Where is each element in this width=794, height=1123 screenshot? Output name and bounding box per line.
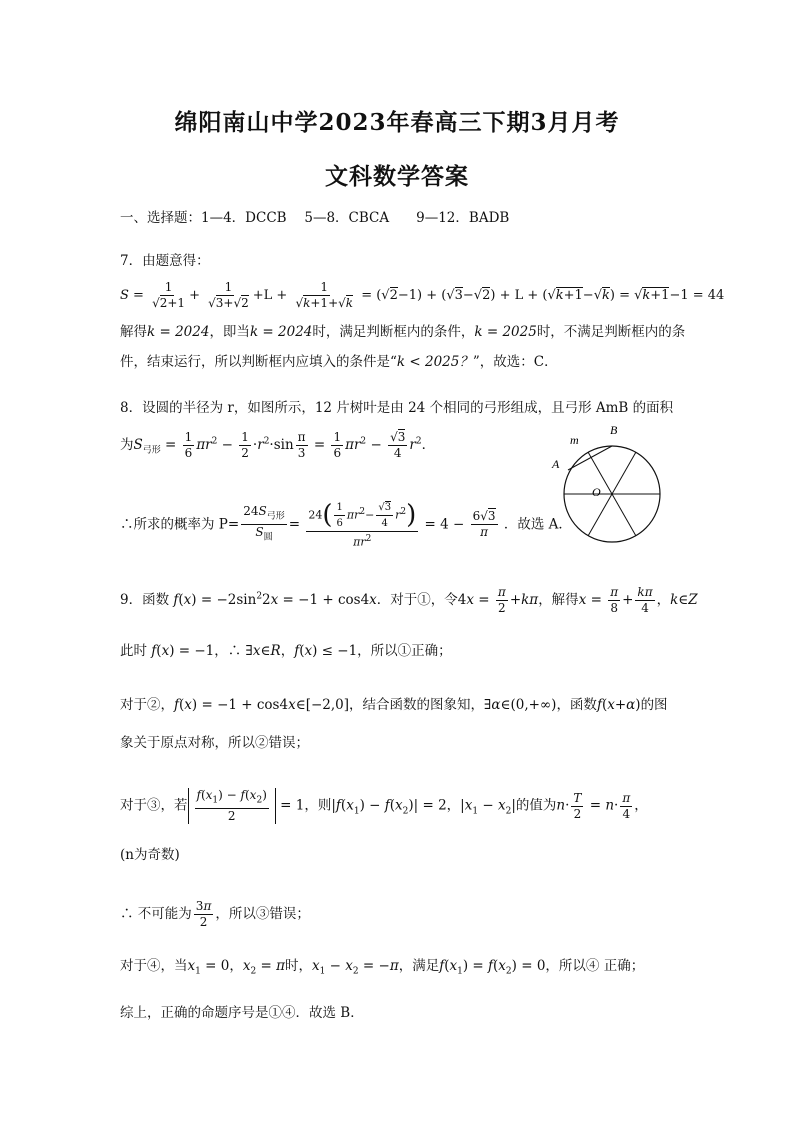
label-A: A	[552, 457, 560, 471]
label-O: O	[592, 485, 601, 499]
q7-solution-line: 解得k = 2024，即当k = 2024时，满足判断框内的条件，k = 2025时，不满足判断框内的条	[120, 324, 686, 340]
label-B: B	[610, 423, 618, 437]
q9-line5: 对于③，若 $\frac{f(x_1) - f(x_2)}{2}$ = 1，则$|f(x_1) - f(x_2)| = 2$，$|x_1 - x_2|$的值为n· $\frac{T}{2}$ = n· $\frac{\pi}{4}$ ，	[120, 788, 648, 824]
answer-key-line: 一、选择题：1—4．DCCB 5—8．CBCA 9—12．BADB	[120, 210, 510, 226]
q9-line7: ∴ 不可能为 $\frac{3\pi}{2}$ ，所以③错误；	[120, 899, 310, 929]
q9-line4: 象关于原点对称，所以②错误；	[120, 735, 309, 751]
q9-line6: (n为奇数)	[120, 847, 180, 863]
q9-summary: 综上，正确的命题序号是①④．故选 B．	[120, 1005, 364, 1021]
label-m: m	[570, 433, 579, 447]
q9-line3: 对于②，f(x) = −1 + cos4x∈[−2,0]，结合函数的图象知，∃α∈(0,+∞)，函数f(x+α)的图	[120, 697, 668, 713]
q7-conclusion: 件，结束运行，所以判断框内应填入的条件是“k < 2025？”，故选：C．	[120, 354, 558, 370]
q8-probability-formula: ∴所求的概率为 P= $\frac{24S_{弓形}}{S_圆}$ = 24( $\frac{1}{6}$ $\pi r^2-$ $\frac{√3}{4}$ $r^2$) $\pi r^2$ = 4 − $\frac{6√3}{\pi}$ ．故选 A．	[120, 500, 572, 549]
circle-figure	[548, 418, 672, 554]
q9-heading: 9．函数 $f(x) = -2\sin^22x = -1 + \cos 4x$．对于①，令4x = $\frac{\pi}{2}$ +kπ，解得x = $\frac{\pi}{8}$ + $\frac{k\pi}{4}$ ，k∈Z	[120, 585, 698, 615]
page-subtitle: 文科数学答案	[325, 163, 469, 190]
q9-line2: 此时 f(x) = −1，∴ ∃x∈R，f(x) ≤ −1，所以①正确；	[120, 643, 452, 659]
q7-sum-formula: S = $\frac{1}{√2+1}$ + $\frac{1}{√3+√2}$ +L + $\frac{1}{√k+1+√k}$ = (√2−1) + (√3−√2) + L + (√k+1−√k) = √k+1−1 = 44	[120, 280, 725, 310]
page-title: 绵阳南山中学2023年春高三下期3月月考	[174, 109, 620, 136]
q9-line8: 对于④，当$x_1 = 0$，$x_2 = \pi$时，$x_1 - x_2 = -\pi$，满足$f(x_1) = f(x_2) = 0$，所以④ 正确；	[120, 958, 645, 977]
q8-heading: 8．设圆的半径为 r，如图所示，12 片树叶是由 24 个相同的弓形组成，且弓形 AmB 的面积	[120, 400, 674, 416]
q8-area-formula: 为$S_{弓形}$ = $\frac{1}{6}$ $\pi r^2$ − $\frac{1}{2}$ $\cdot r^2\cdot\sin$ $\frac{\pi}{3}$ = $\frac{1}{6}$ $\pi r^2$ − $\frac{√3}{4}$ $r^2$．	[120, 430, 436, 460]
q7-heading: 7．由题意得：	[120, 253, 210, 269]
